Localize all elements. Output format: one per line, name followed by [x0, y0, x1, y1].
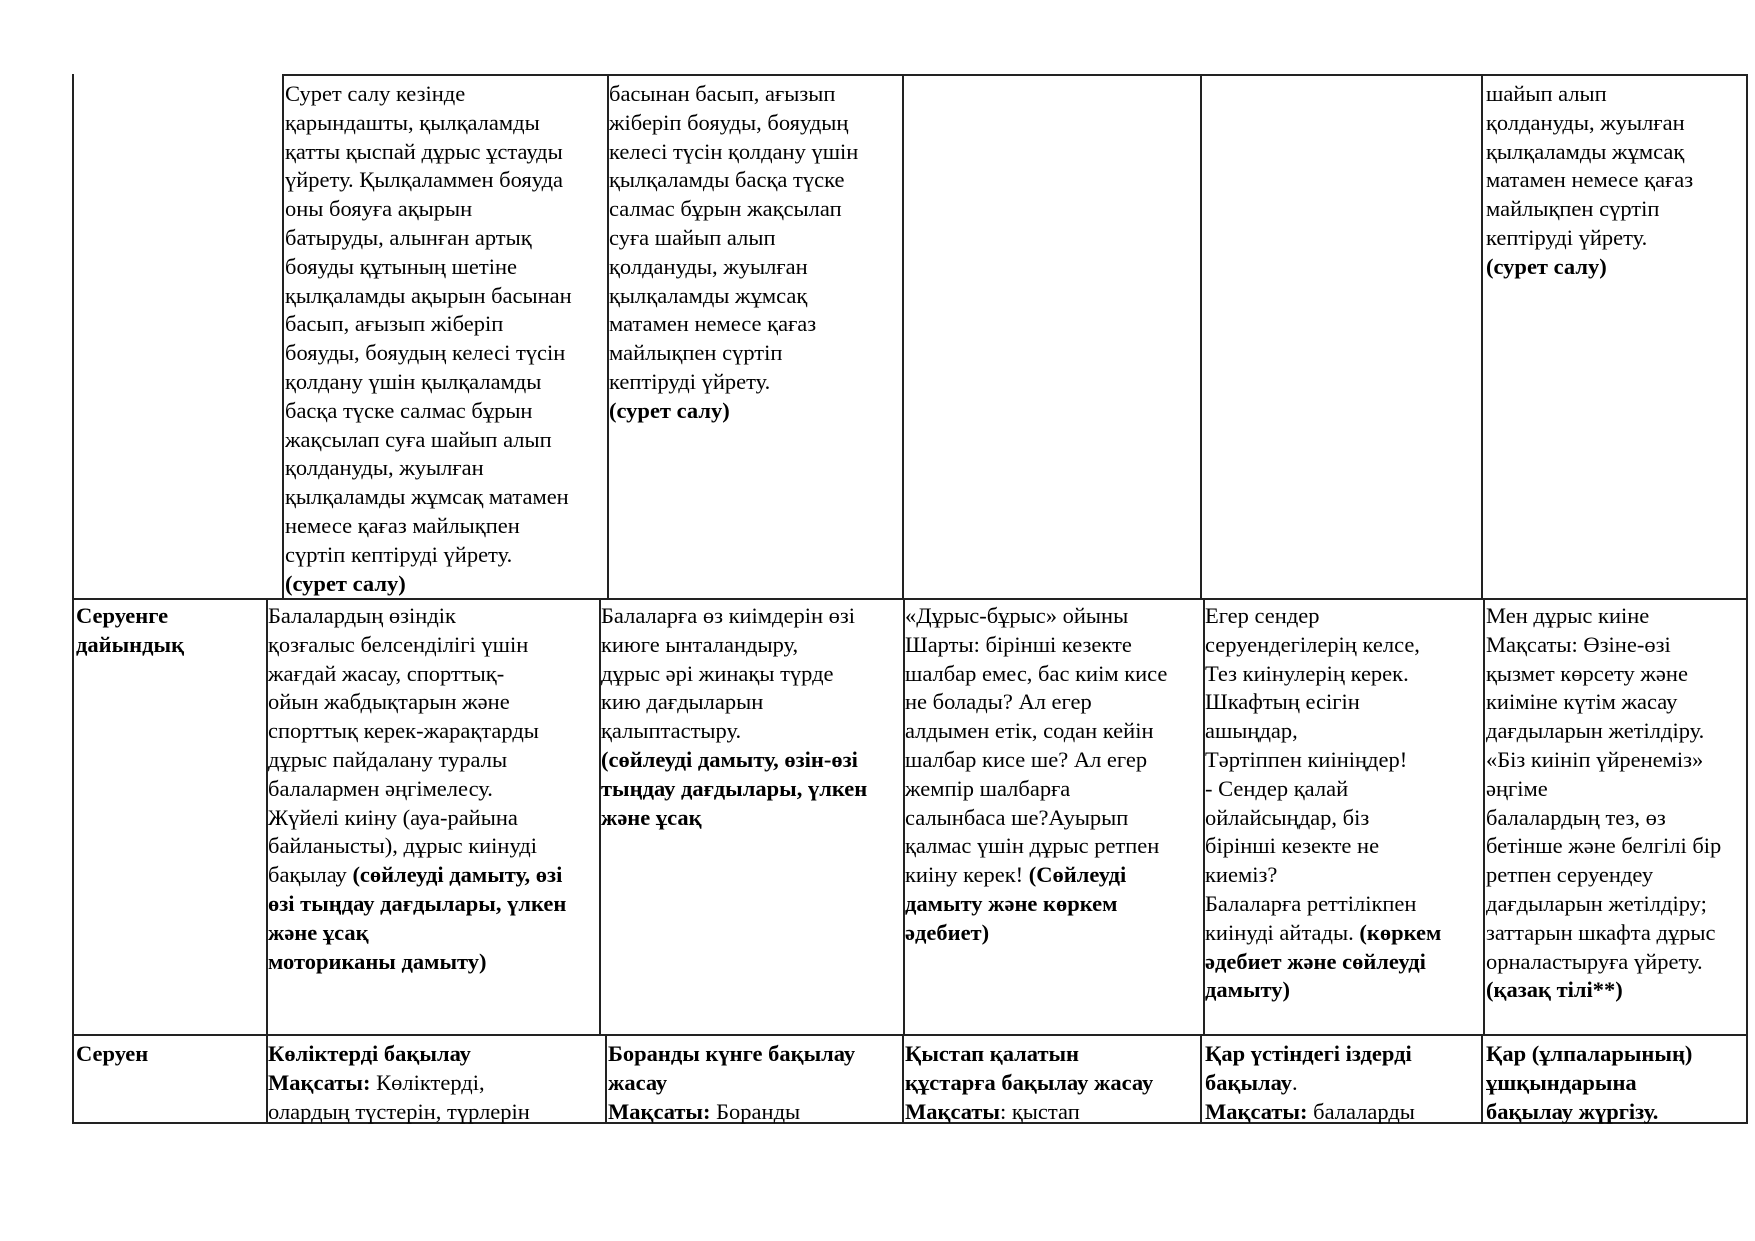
cell-line — [609, 253, 904, 282]
text-run: Қыстап қалатын — [905, 1041, 1080, 1066]
table-cell — [1486, 602, 1748, 1034]
text-run: Қар үстіндегі іздерді — [1205, 1041, 1412, 1066]
cell-line — [1486, 717, 1748, 746]
text-run: Қар (ұлпаларының) — [1486, 1041, 1693, 1066]
cell-line — [268, 804, 603, 833]
text-run: кию дағдыларын — [601, 689, 764, 715]
row-label — [76, 80, 266, 602]
text-run: киіну керек! — [905, 862, 1029, 888]
table-cell — [905, 80, 1202, 602]
cell-line — [905, 919, 1202, 948]
text-run: және ұсақ — [268, 919, 369, 945]
cell-line — [285, 483, 620, 512]
text-run: кептіруді үйрету. — [1486, 224, 1648, 250]
cell-line — [1486, 253, 1748, 282]
text-run: сүртіп кептіруді үйрету. — [285, 541, 513, 567]
text-run: Көліктерді, — [370, 1069, 485, 1095]
text-run: қылқаламды ақырын басынан — [285, 282, 572, 308]
cell-line — [905, 660, 1202, 689]
text-run: Мен дұрыс киіне — [1486, 603, 1650, 628]
cell-line — [1486, 1069, 1748, 1098]
text-run: Балаларға өз киімдерін өзі — [601, 603, 856, 628]
table-cell — [905, 1040, 1202, 1136]
cell-line — [905, 602, 1202, 631]
text-run: Мақсаты: — [268, 1069, 371, 1095]
cell-line — [1486, 861, 1748, 890]
text-run: матамен немесе қағаз — [609, 311, 817, 337]
text-run: жемпір шалбарға — [905, 775, 1071, 801]
text-run: қарындашты, қылқаламды — [285, 109, 540, 135]
cell-line — [285, 224, 620, 253]
text-run: қылқаламды жұмсақ — [1486, 138, 1685, 164]
cell-line — [1205, 660, 1483, 689]
cell-line — [608, 1040, 903, 1069]
text-run: қылқаламды жұмсақ — [609, 282, 808, 308]
cell-line — [1205, 688, 1483, 717]
text-run: бірінші кезекте не — [1205, 833, 1380, 859]
cell-line — [1486, 224, 1748, 253]
cell-line — [268, 861, 603, 890]
cell-line — [905, 1040, 1202, 1069]
text-run: «Дұрыс-бұрыс» ойыны — [905, 603, 1129, 628]
text-run: Шкафтың есігін — [1205, 689, 1360, 715]
cell-line — [285, 80, 620, 109]
table-cell — [608, 1040, 903, 1136]
cell-line — [1205, 861, 1483, 890]
text-run: дамыту және көркем — [905, 890, 1118, 916]
text-run: киеміз? — [1205, 862, 1278, 888]
cell-line — [905, 832, 1202, 861]
cell-line — [285, 426, 620, 455]
text-run: дайындық — [76, 631, 185, 657]
cell-line — [1486, 80, 1748, 109]
cell-line — [1486, 602, 1748, 631]
text-run: қолдануды, жуылған — [1486, 109, 1685, 135]
text-run: қызмет көрсету және — [1486, 660, 1688, 686]
text-run: немесе қағаз майлықпен — [285, 512, 520, 538]
text-run: ұшқындарына — [1486, 1069, 1637, 1095]
text-run: салынбаса ше?Ауырып — [905, 804, 1129, 830]
cell-line — [601, 775, 896, 804]
table-cell — [285, 80, 620, 602]
cell-line — [268, 1040, 603, 1069]
cell-line — [285, 253, 620, 282]
cell-line — [1486, 138, 1748, 167]
cell-line — [905, 1069, 1202, 1098]
cell-line — [1205, 832, 1483, 861]
column-divider — [282, 74, 284, 600]
cell-line — [609, 109, 904, 138]
text-run: ашыңдар, — [1205, 718, 1298, 744]
text-run: - Сендер қалай — [1205, 775, 1349, 801]
cell-line — [1486, 832, 1748, 861]
cell-line — [609, 138, 904, 167]
cell-line — [601, 602, 896, 631]
row-divider — [72, 1034, 1748, 1036]
cell-line — [609, 310, 904, 339]
text-run: байланысты), дұрыс киінуді — [268, 833, 538, 859]
text-run: шайып алып — [1486, 81, 1607, 106]
cell-line — [609, 282, 904, 311]
text-run: спорттық керек-жарақтарды — [268, 718, 539, 744]
text-run: басынан басып, ағызып — [609, 81, 836, 106]
text-run: дұрыс әрі жинақы түрде — [601, 660, 834, 686]
cell-line — [1205, 746, 1483, 775]
cell-line — [285, 195, 620, 224]
cell-line — [1486, 109, 1748, 138]
text-run: жақсылап суға шайып алып — [285, 426, 552, 452]
cell-line — [1486, 775, 1748, 804]
cell-line — [601, 660, 896, 689]
cell-line — [268, 717, 603, 746]
text-run: «Біз киініп үйренеміз» — [1486, 746, 1704, 772]
text-run: оны бояуға ақырын — [285, 196, 473, 222]
cell-line — [76, 1040, 266, 1069]
text-run: Сурет салу кезінде — [285, 81, 466, 106]
text-run: Балаларға реттілікпен — [1205, 890, 1417, 916]
text-run: дағдыларын жетілдіру; — [1486, 890, 1707, 916]
cell-line — [268, 746, 603, 775]
text-run: жіберіп бояуды, бояудың — [609, 109, 849, 135]
table-cell — [1486, 1040, 1748, 1136]
text-run: жағдай жасау, спорттық- — [268, 660, 505, 686]
text-run: ойлайсыңдар, біз — [1205, 804, 1370, 830]
text-run: Шарты: бірінші кезекте — [905, 631, 1132, 657]
text-run: Жүйелі киіну (ауа-райына — [268, 804, 518, 830]
cell-line — [1205, 717, 1483, 746]
text-run: киіміне күтім жасау — [1486, 689, 1678, 715]
cell-line — [1486, 688, 1748, 717]
text-run: қозғалыс белсенділігі үшін — [268, 631, 529, 657]
text-run: (сурет салу) — [285, 570, 406, 596]
text-run: алдымен етік, содан кейін — [905, 718, 1154, 744]
text-run: Мақсаты — [905, 1098, 1000, 1124]
text-run: Боранды күнге бақылау — [608, 1041, 856, 1066]
text-run: заттарын шкафта дұрыс — [1486, 919, 1716, 945]
text-run: Егер сендер — [1205, 603, 1320, 628]
text-run: Серуенге — [76, 603, 169, 628]
text-run: Балалардың өзіндік — [268, 603, 456, 628]
text-run: қолдануды, жуылған — [285, 455, 484, 481]
cell-line — [1205, 804, 1483, 833]
cell-line — [1486, 660, 1748, 689]
text-run: Боранды — [710, 1098, 801, 1124]
text-run: салмас бұрын жақсылап — [609, 196, 842, 222]
cell-line — [1205, 919, 1483, 948]
cell-line — [1486, 919, 1748, 948]
cell-line — [905, 746, 1202, 775]
cell-line — [609, 80, 904, 109]
cell-line — [608, 1069, 903, 1098]
cell-line — [609, 224, 904, 253]
text-run: балаларды — [1307, 1098, 1415, 1124]
table-cell — [268, 602, 603, 1034]
cell-line — [601, 688, 896, 717]
text-run: бақылау — [268, 862, 353, 888]
text-run: әдебиет) — [905, 919, 990, 945]
cell-line — [1205, 948, 1483, 977]
cell-line — [268, 688, 603, 717]
text-run: . — [1292, 1069, 1298, 1095]
text-run: әдебиет және сөйлеуді — [1205, 948, 1426, 974]
table-border-left — [72, 74, 74, 1124]
text-run: құстарға бақылау жасау — [905, 1069, 1154, 1095]
cell-line — [268, 775, 603, 804]
text-run: кептіруді үйрету. — [609, 368, 771, 394]
text-run: майлықпен сүртіп — [1486, 196, 1660, 222]
text-run: (көркем — [1359, 919, 1442, 945]
cell-line — [905, 631, 1202, 660]
cell-line — [1486, 804, 1748, 833]
cell-line — [601, 804, 896, 833]
row-label — [76, 602, 266, 1034]
text-run: келесі түсін қолдану үшін — [609, 138, 859, 164]
cell-line — [1205, 1069, 1483, 1098]
cell-line — [905, 861, 1202, 890]
cell-line — [1486, 195, 1748, 224]
text-run: ойын жабдықтарын және — [268, 689, 510, 715]
cell-line — [1205, 976, 1483, 1005]
text-run: матамен немесе қағаз — [1486, 167, 1694, 193]
text-run: серуендегілерің келсе, — [1205, 631, 1420, 657]
cell-line — [1486, 631, 1748, 660]
cell-line — [1486, 1040, 1748, 1069]
cell-line — [1205, 1040, 1483, 1069]
cell-line — [1486, 948, 1748, 977]
text-run: Серуен — [76, 1041, 149, 1066]
row-label — [76, 1040, 266, 1136]
text-run: балалардың тез, өз — [1486, 804, 1666, 830]
cell-line — [285, 109, 620, 138]
text-run: ретпен серуендеу — [1486, 862, 1654, 888]
cell-line — [285, 138, 620, 167]
cell-line — [268, 602, 603, 631]
cell-line — [1205, 631, 1483, 660]
cell-line — [268, 832, 603, 861]
text-run: жасау — [608, 1069, 668, 1095]
text-run: дұрыс пайдалану туралы — [268, 746, 508, 772]
cell-line — [609, 397, 904, 426]
text-run: бояуды, бояудың келесі түсін — [285, 340, 566, 366]
cell-line — [1486, 166, 1748, 195]
text-run: қолдануды, жуылған — [609, 253, 808, 279]
text-run: өзі тыңдау дағдылары, үлкен — [268, 890, 567, 916]
text-run: : қыстап — [1000, 1098, 1080, 1124]
text-run: шалбар кисе ше? Ал егер — [905, 746, 1148, 772]
cell-line — [285, 570, 620, 599]
cell-line — [285, 541, 620, 570]
text-run: (сурет салу) — [1486, 253, 1607, 279]
cell-line — [601, 717, 896, 746]
table-cell — [1205, 80, 1483, 602]
text-run: қылқаламды жұмсақ матамен — [285, 484, 569, 510]
cell-line — [1205, 890, 1483, 919]
cell-line — [905, 1098, 1202, 1127]
cell-line — [1205, 602, 1483, 631]
cell-line — [1486, 976, 1748, 1005]
cell-line — [268, 1098, 603, 1127]
text-run: тыңдау дағдылары, үлкен — [601, 775, 868, 801]
column-divider — [605, 1034, 607, 1124]
text-run: суға шайып алып — [609, 224, 776, 250]
cell-line — [285, 310, 620, 339]
cell-line — [905, 775, 1202, 804]
cell-line — [268, 890, 603, 919]
text-run: моториканы дамыту) — [268, 948, 487, 974]
text-run: (сурет салу) — [609, 397, 730, 423]
cell-line — [609, 339, 904, 368]
text-run: бақылау — [1205, 1069, 1293, 1095]
table-cell — [1205, 1040, 1483, 1136]
text-run: дағдыларын жетілдіру. — [1486, 718, 1705, 744]
text-run: қалмас үшін дұрыс ретпен — [905, 833, 1160, 859]
text-run: әңгіме — [1486, 775, 1548, 801]
text-run: және ұсақ — [601, 804, 702, 830]
text-run: Көліктерді бақылау — [268, 1041, 471, 1066]
text-run: басқа түске салмас бұрын — [285, 397, 533, 423]
cell-line — [268, 948, 603, 977]
cell-line — [1486, 1098, 1748, 1127]
text-run: майлықпен сүртіп — [609, 340, 783, 366]
cell-line — [905, 890, 1202, 919]
cell-line — [609, 368, 904, 397]
text-run: балалармен әңгімелесу. — [268, 775, 493, 801]
cell-line — [268, 1069, 603, 1098]
cell-line — [609, 195, 904, 224]
text-run: Тез киінулерің керек. — [1205, 660, 1409, 686]
table-cell — [268, 1040, 603, 1136]
cell-line — [285, 512, 620, 541]
table-cell — [905, 602, 1202, 1034]
text-run: қылқаламды басқа түске — [609, 167, 845, 193]
text-run: басып, ағызып жіберіп — [285, 311, 504, 337]
text-run: шалбар емес, бас киім кисе — [905, 660, 1168, 686]
cell-line — [1205, 775, 1483, 804]
cell-line — [76, 631, 266, 660]
table-cell — [601, 602, 896, 1034]
cell-line — [268, 631, 603, 660]
cell-line — [905, 717, 1202, 746]
text-run: орналастыруға үйрету. — [1486, 948, 1703, 974]
cell-line — [285, 166, 620, 195]
text-run: қолдану үшін қылқаламды — [285, 368, 542, 394]
cell-line — [268, 919, 603, 948]
text-run: олардың түстерін, түрлерін — [268, 1098, 530, 1124]
column-divider — [1483, 598, 1485, 1036]
text-run: бетінше және белгілі бір — [1486, 833, 1722, 859]
text-run: не болады? Ал егер — [905, 689, 1092, 715]
text-run: бақылау жүргізу. — [1486, 1098, 1659, 1124]
cell-line — [1486, 890, 1748, 919]
text-run: үйрету. Қылқаламмен бояуда — [285, 167, 564, 193]
text-run: киюге ынталандыру, — [601, 631, 799, 657]
cell-line — [608, 1098, 903, 1127]
text-run: Тәртіппен киініңдер! — [1205, 746, 1408, 772]
text-run: қатты қыспай дұрыс ұстауды — [285, 138, 563, 164]
text-run: Мақсаты: — [608, 1098, 711, 1124]
cell-line — [285, 397, 620, 426]
table-border-top — [282, 74, 1748, 76]
cell-line — [601, 746, 896, 775]
text-run: киінуді айтады. — [1205, 919, 1360, 945]
cell-line — [285, 339, 620, 368]
text-run: (сөйлеуді дамыту, өзі — [352, 862, 563, 888]
cell-line — [905, 804, 1202, 833]
text-run: қалыптастыру. — [601, 718, 742, 744]
cell-line — [285, 368, 620, 397]
cell-line — [285, 454, 620, 483]
cell-line — [1486, 746, 1748, 775]
cell-line — [76, 602, 266, 631]
text-run: бояуды құтының шетіне — [285, 253, 518, 279]
table-cell — [1486, 80, 1748, 602]
cell-line — [1205, 1098, 1483, 1127]
cell-line — [601, 631, 896, 660]
text-run: (Сөйлеуді — [1028, 862, 1127, 888]
text-run: Мақсаты: Өзіне-өзі — [1486, 631, 1671, 657]
cell-line — [285, 282, 620, 311]
table-cell — [1205, 602, 1483, 1034]
cell-line — [609, 166, 904, 195]
text-run: (қазақ тілі**) — [1486, 977, 1623, 1003]
cell-line — [905, 688, 1202, 717]
text-run: дамыту) — [1205, 977, 1291, 1003]
cell-line — [268, 660, 603, 689]
text-run: (сөйлеуді дамыту, өзін-өзі — [601, 746, 858, 772]
text-run: Мақсаты: — [1205, 1098, 1308, 1124]
table-cell — [609, 80, 904, 602]
text-run: батыруды, алынған артық — [285, 224, 532, 250]
